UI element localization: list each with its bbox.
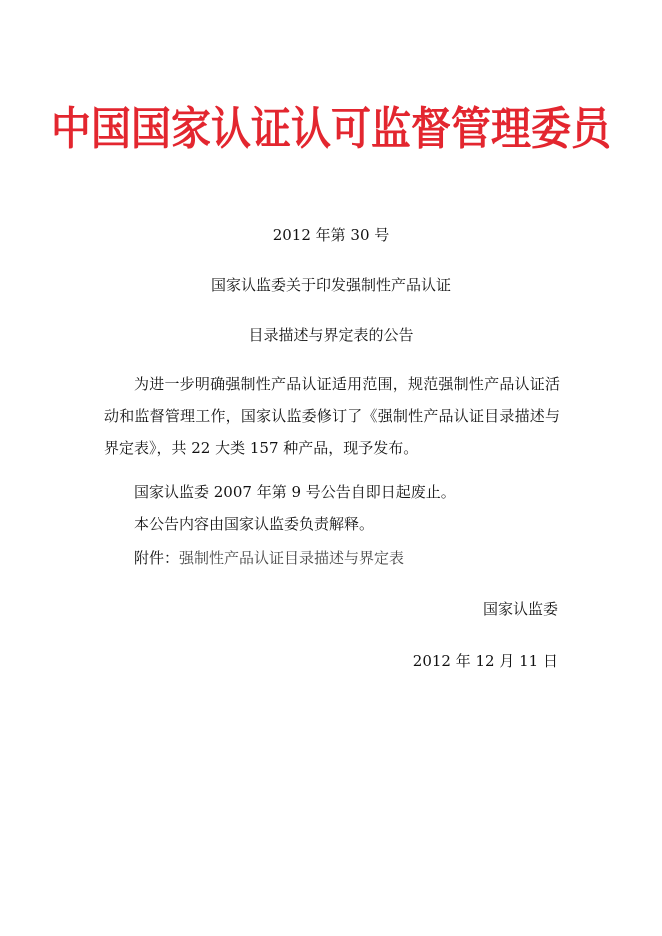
document-title-line-2: 目录描述与界定表的公告 — [248, 326, 414, 344]
letterhead-title: 中国国家认证认可监督管理委员 — [51, 103, 611, 156]
signer: 国家认监委 — [482, 600, 558, 618]
body-paragraph-3: 本公告内容由国家认监委负责解释。 — [134, 515, 375, 533]
signature-date: 2012 年 12 月 11 日 — [412, 652, 558, 670]
attachment-label: 附件： — [134, 549, 180, 567]
document-title-line-1: 国家认监委关于印发强制性产品认证 — [210, 276, 451, 294]
attachment-line — [104, 542, 560, 574]
attachment-link[interactable]: 强制性产品认证目录描述与界定表 — [179, 549, 405, 567]
document-number: 2012 年第 30 号 — [272, 226, 390, 244]
body-paragraph-1: 为进一步明确强制性产品认证适用范围，规范强制性产品认证活动和监督管理工作，国家认监委修订了《强制性产品认证目录描述与界定表》，共 22 大类 157 种产品，现予发布。 — [104, 375, 560, 457]
body-paragraph-2: 国家认监委 2007 年第 9 号公告自即日起废止。 — [134, 483, 456, 501]
